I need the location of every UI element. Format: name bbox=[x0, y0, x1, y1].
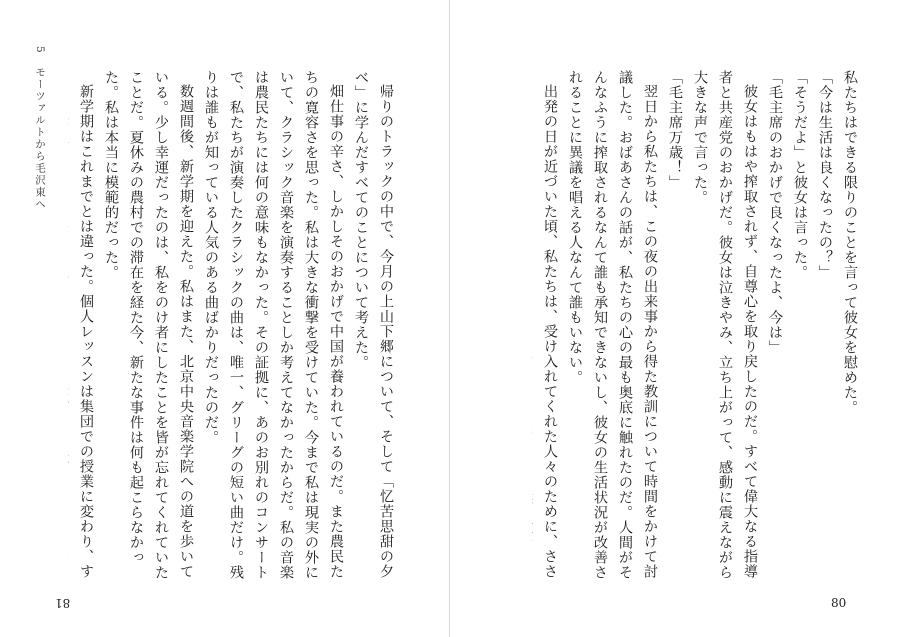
page-number-right: 80 bbox=[831, 596, 847, 610]
paragraph: 帰りのトラックの中で、今月の上山下郷について、そして「忆苦思甜の夕べ」に学んだすべてのことについて考えた。 bbox=[353, 70, 394, 580]
paragraph: 畑仕事の辛さ、しかしそのおかげで中国が養われているのだ。また農民たちの寛容さを思った。私は大きな衝撃を受けていた。今まで私は現実の外にいて、クラシック音楽を演奏することしか考えてなかったからだ。私の音楽は農民たちには何の意味もなかった。その証拠に、あのお別れのコンサートで、私たちが演奏したクラシックの曲は、唯一、グリーグの短い曲だけ。残りは誰もが知っている人気のある曲ばかりだったのだ。 bbox=[203, 70, 344, 580]
paragraph: 私たちはできる限りのことを言って彼女を慰めた。 bbox=[842, 70, 858, 415]
paragraph: 数週間後、新学期を迎えた。私はまた、北京中央音楽学院への道を歩いている。少し幸運だったのは、私をのけ者にしたことを皆が忘れてくれていたことだ。夏休みの農村での滞在を経た今、新たな事件は何も起こらなかった。私は本当に模範的だった。 bbox=[103, 70, 194, 580]
paragraph: 出発の日が近づいた頃、私たちは、受け入れてくれた人々のために、ささ bbox=[542, 84, 558, 580]
paragraph: 「そうだよ」と彼女は言った。 bbox=[792, 70, 808, 280]
paragraph: 「毛主席万歳！」 bbox=[667, 70, 683, 190]
gutter-divider bbox=[449, 0, 450, 637]
paragraph: 新学期はこれまでとは違った。個人レッスンは集団での授業に変わり、す bbox=[78, 84, 94, 580]
paragraph: 彼女はもはや搾取されず、自尊心を取り戻したのだ。すべて偉大なる指導者と共産党のおかげだ。彼女は泣きやみ、立ち上がって、感動に震えながら大きな声で言った。 bbox=[692, 70, 758, 580]
paragraph: 翌日から私たちは、この夜の出来事から得た教訓について時間をかけて討議した。おばあさんの話が、私たちの心の最も奥底に触れたのだ。人間がそんなふうに搾取されるなんて誰も承知できないし、彼女の生活状況が改善されることに異議を唱える人なんて誰もいない。 bbox=[567, 70, 658, 580]
paragraph: 「今は生活は良くなったの？」 bbox=[817, 70, 833, 280]
running-head: 5 モーツァルトから毛沢東へ bbox=[34, 46, 46, 211]
left-page-text bbox=[68, 70, 398, 590]
paragraph: 「毛主席のおかげで良くなったよ、今は」 bbox=[767, 70, 783, 355]
page-number-left: 81 bbox=[55, 596, 71, 610]
right-page-text bbox=[532, 70, 862, 590]
